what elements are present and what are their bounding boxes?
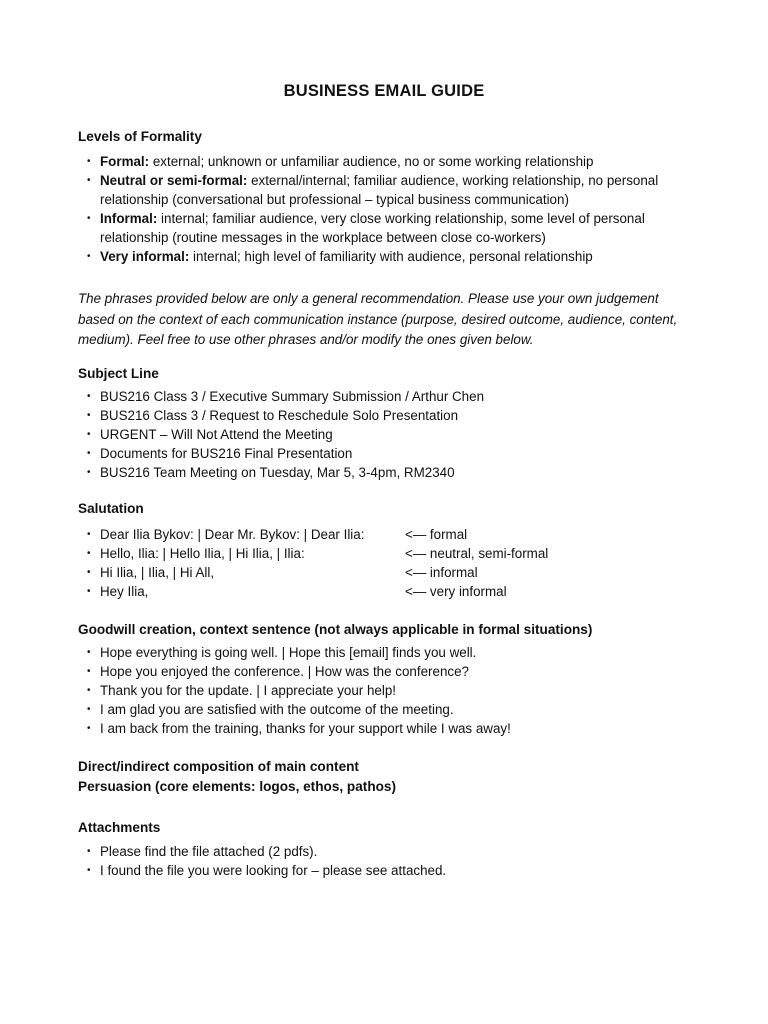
persuasion-heading: Persuasion (core elements: logos, ethos, pathos) (78, 779, 397, 794)
attachments-heading: Attachments (78, 820, 161, 835)
formality-list (78, 152, 698, 266)
salutation-phrase: • Hi Ilia, | Ilia, | Hi All, (100, 565, 215, 580)
list-item: • Please find the file attached (2 pdfs). (78, 842, 698, 861)
salutation-level: <— very informal (405, 584, 507, 599)
list-item (78, 582, 698, 601)
formality-text: internal; familiar audience, very close working relationship, some level of personal relationship (routine messages in the workplace between close co-workers) (100, 211, 645, 245)
subject-heading: Subject Line (78, 366, 159, 381)
list-item: • Hope you enjoyed the conference. | How was the conference? (78, 662, 698, 681)
formality-term: Very informal: (100, 249, 190, 264)
list-item: • URGENT – Will Not Attend the Meeting (78, 425, 698, 444)
formality-term: Neutral or semi-formal: (100, 173, 248, 188)
list-item: • BUS216 Team Meeting on Tuesday, Mar 5, 3-4pm, RM2340 (78, 463, 698, 482)
formality-text: external; unknown or unfamiliar audience, no or some working relationship (149, 154, 594, 169)
salutation-level: <— neutral, semi-formal (405, 546, 549, 561)
document-title: BUSINESS EMAIL GUIDE (283, 82, 485, 100)
list-item (78, 171, 698, 209)
salutation-phrase: • Hey Ilia, (100, 584, 149, 599)
list-item: • I am back from the training, thanks for your support while I was away! (78, 719, 698, 738)
list-item (78, 209, 698, 247)
list-item: • BUS216 Class 3 / Executive Summary Submission / Arthur Chen (78, 387, 698, 406)
goodwill-list (78, 643, 698, 738)
formality-text: internal; high level of familiarity with audience, personal relationship (189, 249, 593, 264)
list-item: • Thank you for the update. | I appreciate your help! (78, 681, 698, 700)
salutation-phrase: • Hello, Ilia: | Hello Ilia, | Hi Ilia, | Ilia: (100, 546, 305, 561)
list-item (78, 152, 698, 171)
list-item (78, 563, 698, 582)
list-item (78, 247, 698, 266)
composition-heading: Direct/indirect composition of main content (78, 759, 359, 774)
formality-heading: Levels of Formality (78, 129, 202, 144)
list-item: • I found the file you were looking for – please see attached. (78, 861, 698, 880)
list-item: • BUS216 Class 3 / Request to Reschedule Solo Presentation (78, 406, 698, 425)
list-item: • Documents for BUS216 Final Presentation (78, 444, 698, 463)
formality-text: external/internal; familiar audience, working relationship, no personal relationship (conversational but professional – typical business communication) (100, 173, 659, 207)
list-item: • I am glad you are satisfied with the outcome of the meeting. (78, 700, 698, 719)
salutation-list (78, 525, 698, 601)
goodwill-heading: Goodwill creation, context sentence (not always applicable in formal situations) (78, 622, 593, 637)
intro-note: The phrases provided below are only a general recommendation. Please use your own judgement based on the context of each communication instance (purpose, desired outcome, audience, content, medium). Feel free to use other phrases and/or modify the ones given below. (78, 291, 678, 347)
attachments-list (78, 842, 698, 880)
salutation-level: <— formal (405, 527, 468, 542)
formality-term: Informal: (100, 211, 158, 226)
salutation-heading: Salutation (78, 501, 144, 516)
formality-term: Formal: (100, 154, 150, 169)
salutation-phrase: • Dear Ilia Bykov: | Dear Mr. Bykov: | Dear Ilia: (100, 527, 365, 542)
subject-list (78, 387, 698, 482)
salutation-level: <— informal (405, 565, 478, 580)
list-item: • Hope everything is going well. | Hope this [email] finds you well. (78, 643, 698, 662)
list-item (78, 544, 698, 563)
list-item (78, 525, 698, 544)
